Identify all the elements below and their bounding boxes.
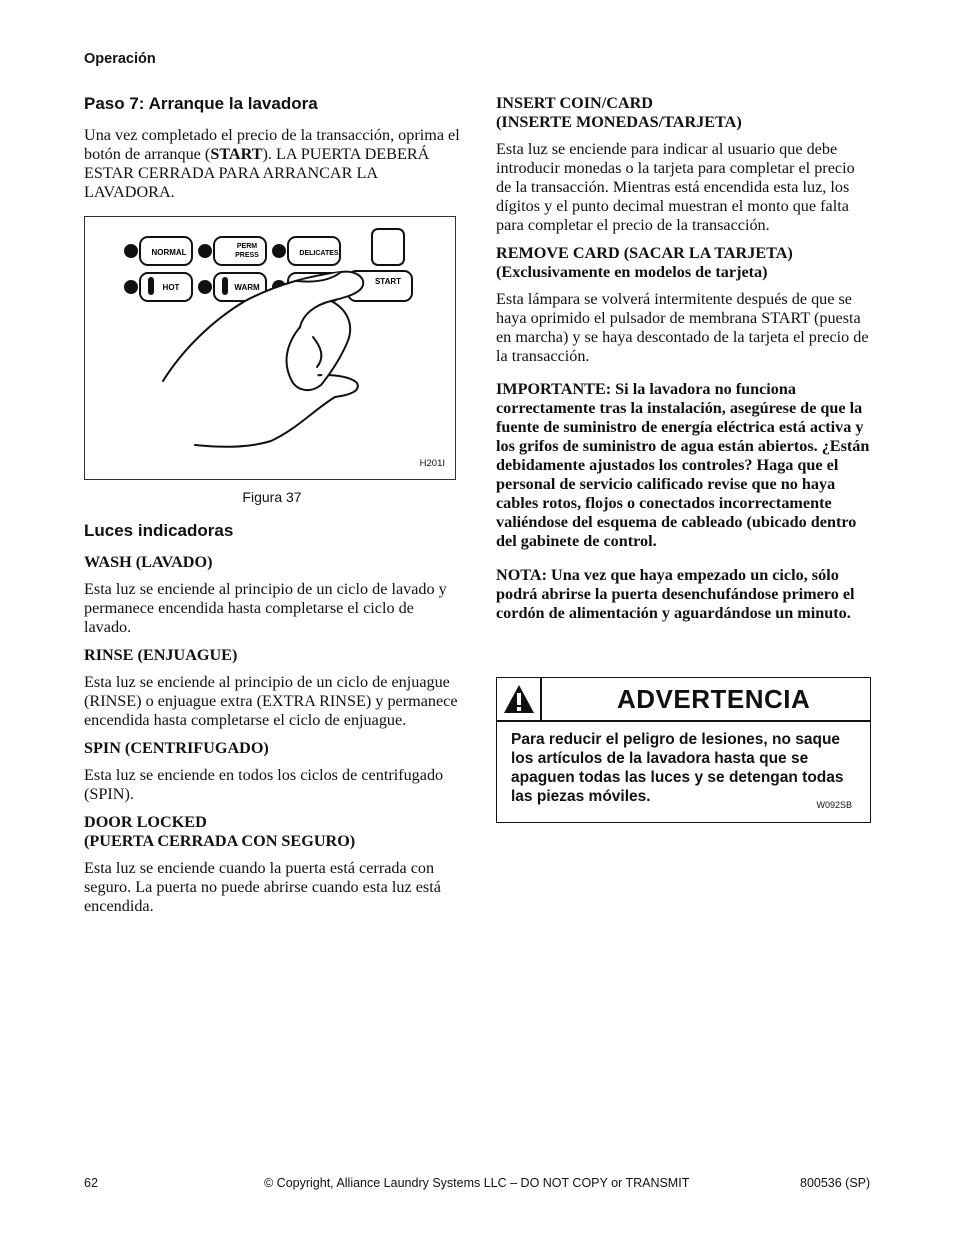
delicates-button-illustration xyxy=(272,237,340,265)
warning-header xyxy=(497,678,870,722)
display-window xyxy=(372,229,404,265)
insert-coin-title xyxy=(496,94,872,132)
perm-press-button-illustration xyxy=(198,237,266,265)
warning-code: W092SB xyxy=(816,800,852,810)
rinse-title: RINSE (ENJUAGUE) xyxy=(84,646,238,664)
hot-button-illustration xyxy=(124,273,192,301)
intro-text-1: Una vez completado el precio de la transacción, oprima el botón de arranque ( xyxy=(84,126,460,163)
wash-text: Esta luz se enciende al principio de un ciclo de lavado y permanece encendida hasta completarse el ciclo de lavado. xyxy=(84,580,447,636)
start-label: START xyxy=(374,277,402,286)
hot-label: HOT xyxy=(162,283,180,292)
perm-label: PERM xyxy=(236,243,258,250)
right-column xyxy=(496,94,872,638)
important-note: IMPORTANTE: Si la lavadora no funciona correctamente tras la instalación, asegúrese de que la fuente de suministro de energía eléctrica está activa y los grifos de suministro de agua están abiertos. ¿Están debidamente ajustados los controles? Haga que el personal de servicio calificado revise que no haya cables rotos, flojos o conectados incorrectamente valiéndose del esquema de cableado (ubicado dentro del gabinete de control. xyxy=(496,380,870,550)
rinse-text: Esta luz se enciende al principio de un ciclo de enjuague (RINSE) o enjuague extra (EXTRA RINSE) y permanece encendida hasta completarse el ciclo de enjuague. xyxy=(84,673,458,729)
door-locked-text: Esta luz se enciende cuando la puerta está cerrada con seguro. La puerta no puede abrirse cuando esta luz está encendida. xyxy=(84,859,441,915)
page-number: 62 xyxy=(84,1176,98,1190)
left-column xyxy=(84,94,460,925)
remove-card-text: Esta lámpara se volverá intermitente después de que se haya oprimido el pulsador de membrana START (puesta en marcha) y se haya descontado de la tarjeta el precio de la transacción. xyxy=(496,290,869,365)
intro-paragraph xyxy=(84,126,460,202)
intro-text-2: ). LA PUERTA DEBERÁ ESTAR CERRADA PARA ARRANCAR LA LAVADORA. xyxy=(84,145,430,201)
indicators-heading: Luces indicadoras xyxy=(84,521,234,540)
door-locked-title xyxy=(84,813,460,851)
wash-title: WASH (LAVADO) xyxy=(84,553,213,571)
normal-label: NORMAL xyxy=(151,248,187,257)
figure-code: H201I xyxy=(419,458,445,469)
figure-37 xyxy=(84,216,456,480)
door-title-line-2: (PUERTA CERRADA CON SEGURO) xyxy=(84,832,356,850)
warning-text: Para reducir el peligro de lesiones, no saque los artículos de la lavadora hasta que se apaguen todas las luces y se detengan todas las piezas móviles. xyxy=(511,731,844,805)
step-heading: Paso 7: Arranque la lavadora xyxy=(84,94,318,113)
doc-number: 800536 (SP) xyxy=(800,1176,871,1190)
insert-title-line-1: INSERT COIN/CARD xyxy=(496,94,653,112)
intro-start-word: START xyxy=(210,145,263,163)
insert-coin-text: Esta luz se enciende para indicar al usuario que debe introducir monedas o la tarjeta para completar el precio de la transacción. Mientras está encendida esta luz, los dígitos y el punto decimal muestran el monto que falta para completar el precio de la transacción. xyxy=(496,140,855,234)
insert-title-line-2: (INSERTE MONEDAS/TARJETA) xyxy=(496,113,742,131)
control-panel-illustration xyxy=(85,217,455,479)
press-label: PRESS xyxy=(235,252,259,259)
hand-illustration xyxy=(163,272,363,447)
warning-triangle-icon xyxy=(497,678,542,720)
remove-title-line-2: (Exclusivamente en modelos de tarjeta) xyxy=(496,263,768,281)
nota-note: NOTA: Una vez que haya empezado un ciclo, sólo podrá abrirse la puerta desenchufándose primero el cordón de alimentación y aguardándose un minuto. xyxy=(496,566,855,622)
delicates-label: DELICATES xyxy=(299,250,339,257)
warning-box xyxy=(496,677,871,823)
warm-label: WARM xyxy=(234,283,260,292)
warning-title: ADVERTENCIA xyxy=(617,683,811,714)
normal-button-illustration xyxy=(124,237,192,265)
spin-title: SPIN (CENTRIFUGADO) xyxy=(84,739,269,757)
spin-text: Esta luz se enciende en todos los ciclos de centrifugado (SPIN). xyxy=(84,766,444,803)
figure-caption: Figura 37 xyxy=(242,489,302,505)
remove-title-line-1: REMOVE CARD (SACAR LA TARJETA) xyxy=(496,244,793,262)
remove-card-title xyxy=(496,244,872,282)
copyright: © Copyright, Alliance Laundry Systems LLC – DO NOT COPY or TRANSMIT xyxy=(264,1176,690,1190)
door-title-line-1: DOOR LOCKED xyxy=(84,813,207,831)
section-header: Operación xyxy=(84,51,156,67)
